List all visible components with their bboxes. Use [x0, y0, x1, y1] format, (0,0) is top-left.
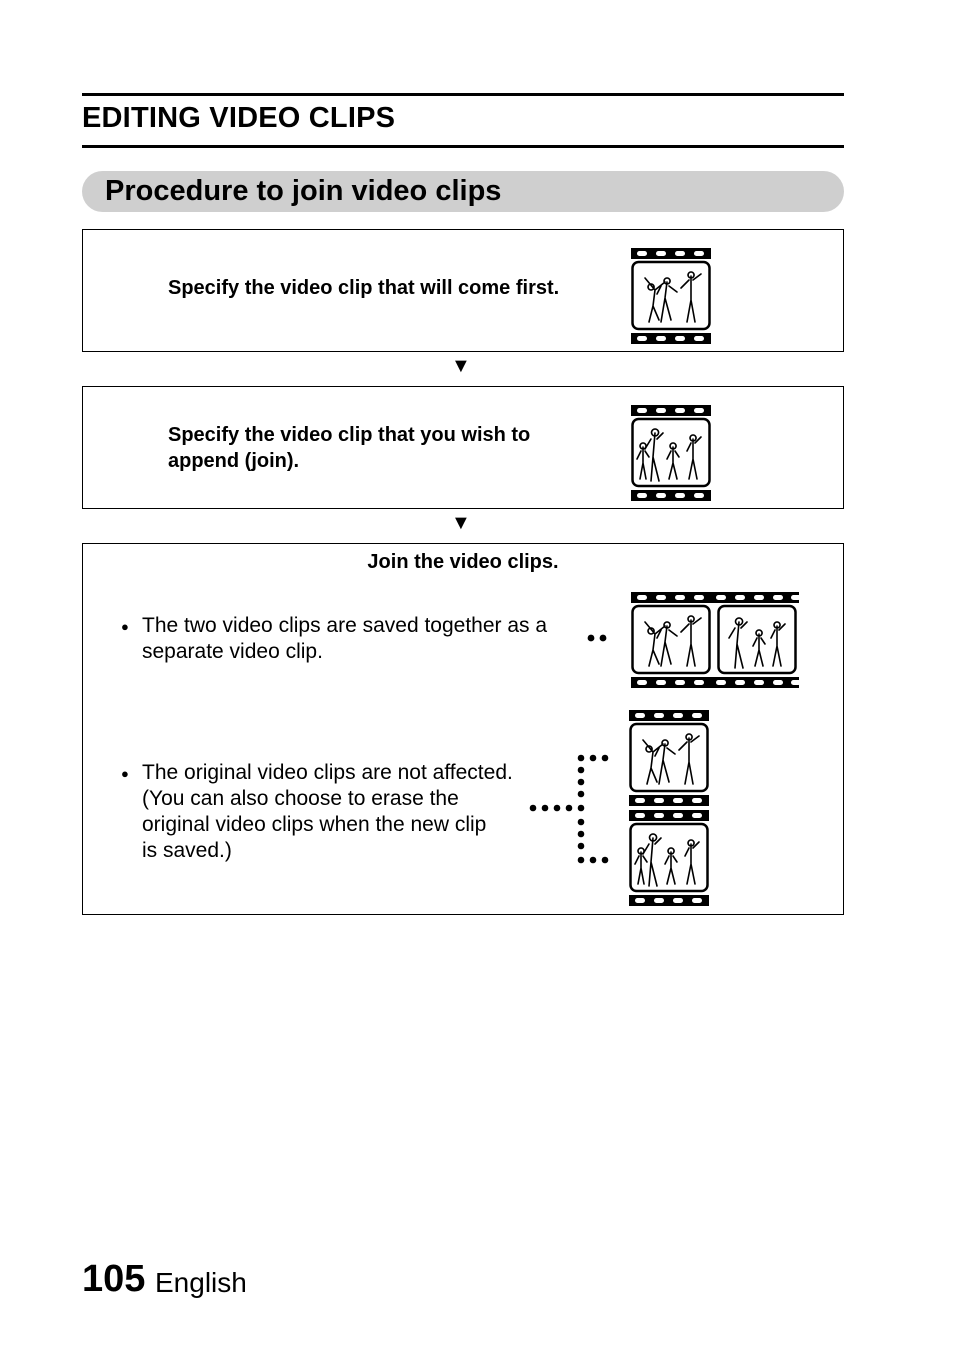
step-1-box [82, 229, 844, 352]
step-2-box [82, 386, 844, 509]
step-3-box [82, 543, 844, 915]
bullet-dot: ● [121, 766, 129, 781]
step-2-text [168, 422, 530, 474]
bullet-text [142, 760, 513, 864]
bullet-2-line-4: is saved.) [142, 839, 232, 862]
bullet-2-line-2: (You can also choose to erase the [142, 787, 459, 810]
film-frame-icon [631, 248, 711, 344]
two-film-frames-icon [629, 710, 709, 906]
bullet-2-line-3: original video clips when the new clip [142, 813, 487, 836]
procedure-title: Procedure to join video clips [105, 175, 502, 207]
joined-film-strip-icon [631, 592, 799, 688]
dotted-bracket-connector [523, 752, 613, 867]
section-title: EDITING VIDEO CLIPS [82, 102, 396, 134]
step-2-text-line-2: append (join). [168, 450, 300, 472]
bullet-2-line-1: The original video clips are not affected. [142, 761, 513, 784]
film-frame-icon [631, 405, 711, 501]
page-number: 105 [82, 1258, 146, 1300]
bullet-dot: ● [121, 619, 129, 634]
step-2-text-line-1: Specify the video clip that you wish to [168, 424, 531, 446]
flow-arrow-1: ▼ [451, 355, 471, 377]
top-rule [82, 93, 844, 96]
step-1-text: Specify the video clip that will come first. [168, 277, 560, 299]
bullet-1-line-2: separate video clip. [142, 640, 323, 663]
dotted-connector [583, 632, 613, 644]
step-3-title: Join the video clips. [367, 551, 559, 573]
page-language: English [155, 1267, 247, 1298]
bullet-text [142, 613, 547, 665]
flow-arrow-2: ▼ [451, 512, 471, 534]
procedure-title-bar [82, 171, 844, 212]
bullet-1-line-1: The two video clips are saved together as a [142, 614, 548, 637]
section-rule [82, 145, 844, 148]
